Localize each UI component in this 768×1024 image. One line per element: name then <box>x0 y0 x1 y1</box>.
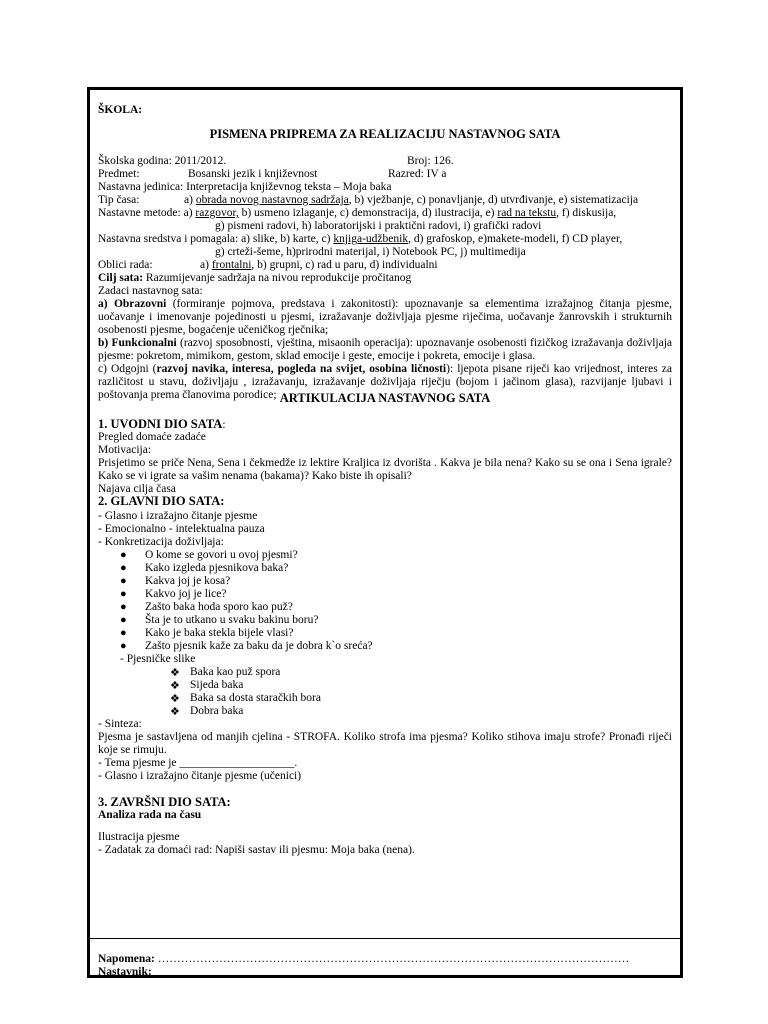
question-item: O kome se govori u ovoj pjesmi? <box>145 549 298 561</box>
question-item: Zašto baka hoda sporo kao puž? <box>145 601 293 613</box>
poetic-image-item: Baka sa dosta staračkih bora <box>190 692 321 704</box>
synthesis-paragraph: Pjesma je sastavljena od manjih cjelina - STROFA. Koliko strofa ima pjesma? Koliko stihova imaju strofe? Pronađi riječi koje se rimuju. <box>98 731 672 756</box>
intro-line: Motivacija: <box>98 444 152 456</box>
work-forms-label: Oblici rada: <box>98 259 153 271</box>
lesson-type-label: Tip časa: <box>98 194 140 206</box>
bullet-icon: ● <box>120 588 127 600</box>
lesson-goal: Cilj sata: Razumijevanje sadržaja na nivou reprodukcije pročitanog <box>98 272 412 284</box>
bullet-icon: ● <box>120 549 127 561</box>
poetic-images-label: - Pjesničke slike <box>120 653 196 665</box>
bullet-icon: ● <box>120 614 127 626</box>
question-item: Kakva joj je kosa? <box>145 575 231 587</box>
question-item: Šta je to utkano u svaku bakinu boru? <box>145 614 319 626</box>
document-frame <box>87 87 683 978</box>
footer-divider <box>90 938 680 939</box>
final-section-subtitle: Analiza rada na času <box>98 809 202 821</box>
synthesis-label: - Sinteza: <box>98 718 142 730</box>
intro-section-title: 1. UVODNI DIO SATA: <box>98 417 226 431</box>
document-title: PISMENA PRIPREMA ZA REALIZACIJU NASTAVNOG SATA <box>209 127 561 141</box>
final-section-title: 3. ZAVRŠNI DIO SATA: <box>98 795 231 809</box>
question-item: Kako izgleda pjesnikova baka? <box>145 562 289 574</box>
task-functional: b) Funkcionalni (razvoj sposobnosti, vještina, misaonih operacija): upoznavanje osobenosti fizičkog izražavanja doživljaja pjesme: pokretom, mimikom, gestom, sklad emocije i geste, emocije i pokreta, emocije i glasa. <box>98 337 672 362</box>
school-year: Školska godina: 2011/2012. <box>98 155 227 167</box>
illustration-line: Ilustracija pjesme <box>98 831 180 843</box>
goal-announcement: Najava cilja časa <box>98 483 176 495</box>
bullet-icon: ● <box>120 575 127 587</box>
poetic-image-item: Sijeda baka <box>190 679 244 691</box>
poem-theme: - Tema pjesme je ____________________. <box>98 757 298 769</box>
grade: Razred: IV a <box>388 168 447 180</box>
main-item: - Emocionalno - intelektualna pauza <box>98 523 265 535</box>
bullet-icon: ● <box>120 562 127 574</box>
task-upbringing: c) Odgojni (razvoj navika, interesa, pogleda na svijet, osobina ličnosti): ljepota pisane riječi kao vrijednost, interes za različitost u stavu, doživljaju , izražavanju, izražavanje doživljaja riječju (bojom i jačinom glasa), razvijanje ljubavi i poštovanja prema članovima porodice; <box>98 363 672 401</box>
teaching-resources: Nastavna sredstva i pomagala: a) slike, b) karte, c) knjiga-udžbenik, d) grafoskop, e)makete-modeli, f) CD player, <box>98 233 623 245</box>
question-item: Kako je baka stekla bijele vlasi? <box>145 627 294 639</box>
teaching-methods: Nastavne metode: a) razgovor, b) usmeno izlaganje, c) demonstracija, d) ilustracija, e) rad na tekstu, f) diskusija, <box>98 207 617 219</box>
poetic-image-item: Dobra baka <box>190 705 244 717</box>
document-number: Broj: 126. <box>407 155 454 167</box>
teaching-unit: Nastavna jedinica: Interpretacija književnog teksta – Moja baka <box>98 181 392 193</box>
teacher-label: Nastavnik: <box>98 966 152 978</box>
note-field: Napomena: …………………………………………………………………………………………………………… <box>98 953 630 965</box>
main-item: - Glasno i izražajno čitanje pjesme <box>98 510 258 522</box>
diamond-bullet-icon: ❖ <box>170 693 180 705</box>
subject-label: Predmet: <box>98 168 140 180</box>
main-section-title: 2. GLAVNI DIO SATA: <box>98 494 225 508</box>
teaching-methods-cont: g) pismeni radovi, h) laboratorijski i praktični radovi, i) grafički radovi <box>215 220 542 232</box>
lesson-type-options: a) obrada novog nastavnog sadržaja, b) vježbanje, c) ponavljanje, d) utvrđivanje, e) sistematizacija <box>184 194 639 206</box>
main-item: - Konkretizacija doživljaja: <box>98 536 224 548</box>
homework-line: - Zadatak za domaći rad: Napiši sastav ili pjesmu: Moja baka (nena). <box>98 844 415 856</box>
bullet-icon: ● <box>120 640 127 652</box>
task-educational: a) Obrazovni (formiranje pojmova, predstava i zakonitosti): upoznavanje sa elementima izražajnog čitanja pjesme, uočavanje i imenovanje pojedinosti u pjesmi, izražavanje doživljaja pjesme riječima, uočavanje žanrovskih i strukturnih osobenosti pjesme, bogaćenje učeničkog rječnika; <box>98 298 672 336</box>
subject-value: Bosanski jezik i književnost <box>188 168 318 180</box>
poetic-image-item: Baka kao puž spora <box>190 666 281 678</box>
student-reading: - Glasno i izražajno čitanje pjesme (učenici) <box>98 770 302 782</box>
bullet-icon: ● <box>120 627 127 639</box>
school-label: ŠKOLA: <box>98 104 143 116</box>
intro-line: Pregled domaće zadaće <box>98 431 206 443</box>
motivation-paragraph: Prisjetimo se priče Nena, Sena i čekmedže iz lektire Kraljica iz dvorišta . Kakva je bila nena? Kako su se ona i Sena igrale? Kako se vi igrate sa vašim nenama (bakama)? Kako biste ih opisali? <box>98 457 672 482</box>
diamond-bullet-icon: ❖ <box>170 680 180 692</box>
diamond-bullet-icon: ❖ <box>170 667 180 679</box>
teaching-resources-cont: g) crteži-šeme, h)prirodni materijal, i) Notebook PC, j) multimedija <box>215 246 526 258</box>
bullet-icon: ● <box>120 601 127 613</box>
diamond-bullet-icon: ❖ <box>170 706 180 718</box>
work-forms-options: a) frontalni, b) grupni, c) rad u paru, d) individualni <box>200 259 438 271</box>
question-item: Kakvo joj je lice? <box>145 588 227 600</box>
question-item: Zašto pjesnik kaže za baku da je dobra k`o sreća? <box>145 640 373 652</box>
tasks-label: Zadaci nastavnog sata: <box>98 285 203 297</box>
articulation-title: ARTIKULACIJA NASTAVNOG SATA <box>279 391 491 405</box>
